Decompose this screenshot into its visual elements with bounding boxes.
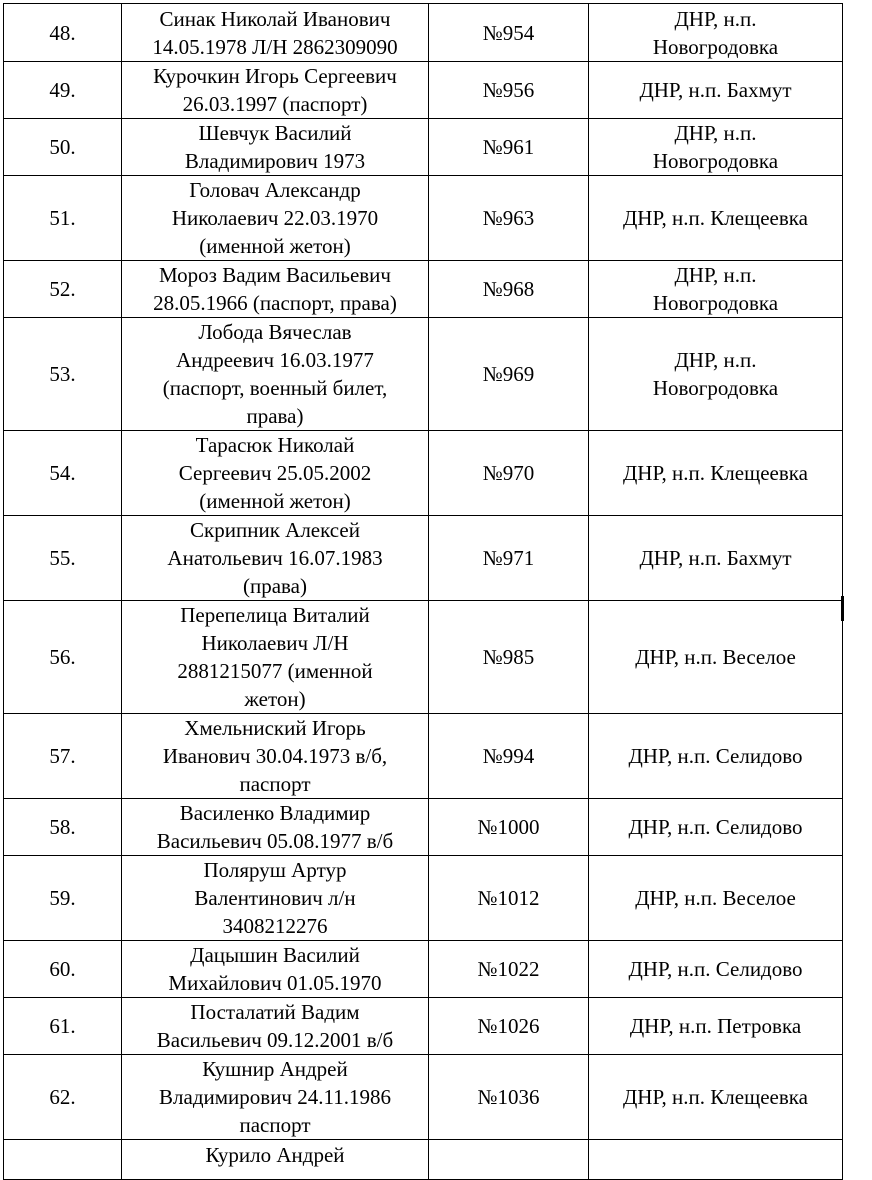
- row-number: 55.: [49, 546, 76, 570]
- records-table-body: [4, 4, 843, 1180]
- record-id: №963: [482, 206, 535, 230]
- row-number: 59.: [49, 886, 76, 910]
- location-cell: [589, 998, 843, 1055]
- row-number: 57.: [49, 744, 76, 768]
- person-line: Мороз Вадим Васильевич: [159, 263, 391, 287]
- record-id: №954: [482, 20, 535, 45]
- row-number-cell: [4, 119, 122, 176]
- record-id: №1026: [477, 1014, 540, 1038]
- record-id: №971: [482, 546, 535, 570]
- location-line: Новогродовка: [652, 149, 779, 173]
- row-number: 56.: [49, 645, 76, 669]
- location-cell: [589, 318, 843, 431]
- record-id-cell: [429, 318, 589, 431]
- table-row: [4, 516, 843, 601]
- row-number-cell: [4, 4, 122, 62]
- person-line: Михайлович 01.05.1970: [168, 971, 382, 995]
- location-line: ДНР, н.п. Селидово: [628, 957, 803, 981]
- table-row: [4, 176, 843, 261]
- record-id-cell: [429, 601, 589, 714]
- person-cell: [122, 176, 429, 261]
- row-number: 58.: [49, 815, 76, 839]
- row-number: 60.: [49, 957, 76, 981]
- row-number: 53.: [49, 362, 76, 386]
- person-line: Сергеевич 25.05.2002: [178, 461, 372, 485]
- person-line: (паспорт, военный билет,: [162, 376, 388, 400]
- record-id: №968: [482, 277, 535, 301]
- location-line: ДНР, н.п. Селидово: [628, 744, 803, 768]
- row-number-cell: [4, 856, 122, 941]
- row-number-cell: [4, 431, 122, 516]
- record-id-cell: [429, 119, 589, 176]
- row-number-cell: [4, 941, 122, 998]
- row-number-cell: [4, 998, 122, 1055]
- row-number-cell: [4, 1055, 122, 1140]
- row-number-cell: [4, 1140, 122, 1180]
- row-number: 48.: [49, 20, 76, 45]
- person-cell: [122, 431, 429, 516]
- record-id: №1036: [477, 1085, 540, 1109]
- record-id: №961: [482, 135, 535, 159]
- row-number-cell: [4, 62, 122, 119]
- record-id-cell: [429, 176, 589, 261]
- person-line: (именной жетон): [199, 234, 351, 258]
- location-line: ДНР, н.п. Клещеевка: [622, 461, 808, 485]
- person-line: Хмельниский Игорь: [184, 716, 366, 740]
- person-line: 26.03.1997 (паспорт): [182, 92, 368, 116]
- location-line: ДНР, н.п. Веселое: [635, 886, 796, 910]
- person-cell: [122, 318, 429, 431]
- person-line: Шевчук Василий: [198, 121, 352, 145]
- person-line: Курочкин Игорь Сергеевич: [153, 64, 397, 88]
- location-cell: [589, 1140, 843, 1180]
- person-line: паспорт: [239, 772, 311, 796]
- person-cell: [122, 1140, 429, 1180]
- row-number-cell: [4, 261, 122, 318]
- record-id-cell: [429, 261, 589, 318]
- person-line: Тарасюк Николай: [195, 433, 355, 457]
- person-line: Курило Андрей: [205, 1143, 345, 1167]
- person-line: жетон): [244, 687, 306, 711]
- record-id: №1012: [477, 886, 540, 910]
- row-number-cell: [4, 176, 122, 261]
- location-line: ДНР, н.п. Клещеевка: [622, 206, 808, 230]
- row-number-cell: [4, 714, 122, 799]
- table-row: [4, 261, 843, 318]
- record-id-cell: [429, 1055, 589, 1140]
- person-line: Васильевич 05.08.1977 в/б: [156, 829, 394, 853]
- person-cell: [122, 516, 429, 601]
- location-cell: [589, 799, 843, 856]
- person-line: 14.05.1978 Л/Н 2862309090: [152, 34, 398, 59]
- table-row: [4, 431, 843, 516]
- person-line: 2881215077 (именной: [177, 659, 373, 683]
- person-line: Кушнир Андрей: [202, 1057, 348, 1081]
- record-id-cell: [429, 941, 589, 998]
- location-line: ДНР, н.п.: [674, 6, 757, 31]
- person-line: Николаевич Л/Н: [201, 631, 349, 655]
- person-cell: [122, 941, 429, 998]
- person-line: Синак Николай Иванович: [159, 6, 391, 31]
- row-number-cell: [4, 799, 122, 856]
- person-line: Васильевич 09.12.2001 в/б: [156, 1028, 394, 1052]
- person-line: Поляруш Артур: [203, 858, 347, 882]
- table-row: [4, 601, 843, 714]
- table-row: [4, 799, 843, 856]
- location-line: ДНР, н.п. Петровка: [629, 1014, 802, 1038]
- person-cell: [122, 62, 429, 119]
- person-cell: [122, 261, 429, 318]
- person-cell: [122, 4, 429, 62]
- person-line: Посталатий Вадим: [190, 1000, 360, 1024]
- row-number-cell: [4, 601, 122, 714]
- location-cell: [589, 601, 843, 714]
- record-id-cell: [429, 1140, 589, 1180]
- table-row: [4, 4, 843, 62]
- record-id-cell: [429, 714, 589, 799]
- person-cell: [122, 1055, 429, 1140]
- location-line: ДНР, н.п. Клещеевка: [622, 1085, 808, 1109]
- person-line: Лобода Вячеслав: [198, 320, 352, 344]
- person-line: Василенко Владимир: [179, 801, 371, 825]
- person-line: права): [246, 404, 304, 428]
- row-number-cell: [4, 318, 122, 431]
- table-row: [4, 998, 843, 1055]
- record-id: №1000: [477, 815, 540, 839]
- table-row: [4, 856, 843, 941]
- record-id-cell: [429, 799, 589, 856]
- row-number: 62.: [49, 1085, 76, 1109]
- table-row: [4, 1140, 843, 1180]
- location-line: Новогродовка: [652, 376, 779, 400]
- person-line: Анатольевич 16.07.1983: [167, 546, 383, 570]
- location-line: ДНР, н.п. Бахмут: [639, 546, 792, 570]
- record-id: №969: [482, 362, 535, 386]
- location-cell: [589, 62, 843, 119]
- person-line: Скрипник Алексей: [190, 518, 360, 542]
- page-edge-mark: [841, 596, 844, 621]
- location-line: ДНР, н.п. Бахмут: [639, 78, 792, 102]
- person-cell: [122, 856, 429, 941]
- person-line: Перепелица Виталий: [180, 603, 370, 627]
- location-line: ДНР, н.п.: [674, 348, 757, 372]
- person-cell: [122, 119, 429, 176]
- row-number: 54.: [49, 461, 76, 485]
- person-line: Дацышин Василий: [190, 943, 360, 967]
- person-line: Андреевич 16.03.1977: [176, 348, 374, 372]
- record-id: №970: [482, 461, 535, 485]
- person-line: паспорт: [239, 1113, 311, 1137]
- table-row: [4, 941, 843, 998]
- person-line: 28.05.1966 (паспорт, права): [153, 291, 397, 315]
- location-line: ДНР, н.п.: [674, 263, 757, 287]
- location-line: ДНР, н.п.: [674, 121, 757, 145]
- location-cell: [589, 856, 843, 941]
- row-number: 50.: [49, 135, 76, 159]
- table-row: [4, 119, 843, 176]
- person-line: (именной жетон): [199, 489, 351, 513]
- person-line: Головач Александр: [189, 178, 361, 202]
- record-id-cell: [429, 998, 589, 1055]
- table-row: [4, 714, 843, 799]
- person-cell: [122, 998, 429, 1055]
- location-cell: [589, 4, 843, 62]
- person-line: Владимирович 24.11.1986: [159, 1085, 391, 1109]
- row-number: 51.: [49, 206, 76, 230]
- record-id: №956: [482, 78, 535, 102]
- person-line: Владимирович 1973: [184, 149, 366, 173]
- record-id: №985: [482, 645, 535, 669]
- location-cell: [589, 431, 843, 516]
- location-cell: [589, 714, 843, 799]
- row-number: 61.: [49, 1014, 76, 1038]
- location-cell: [589, 941, 843, 998]
- table-row: [4, 318, 843, 431]
- location-cell: [589, 1055, 843, 1140]
- person-line: (права): [242, 574, 307, 598]
- location-cell: [589, 176, 843, 261]
- row-number-cell: [4, 516, 122, 601]
- record-id-cell: [429, 62, 589, 119]
- location-cell: [589, 261, 843, 318]
- person-cell: [122, 601, 429, 714]
- row-number: 52.: [49, 277, 76, 301]
- record-id: №1022: [477, 957, 540, 981]
- records-table: [3, 3, 843, 1180]
- record-id: №994: [482, 744, 535, 768]
- location-line: ДНР, н.п. Селидово: [628, 815, 803, 839]
- location-cell: [589, 119, 843, 176]
- location-line: Новогродовка: [652, 34, 779, 59]
- record-id-cell: [429, 4, 589, 62]
- person-line: Валентинович л/н: [194, 886, 356, 910]
- record-id-cell: [429, 431, 589, 516]
- person-line: Иванович 30.04.1973 в/б,: [162, 744, 388, 768]
- person-cell: [122, 799, 429, 856]
- person-line: Николаевич 22.03.1970: [171, 206, 379, 230]
- person-cell: [122, 714, 429, 799]
- location-line: Новогродовка: [652, 291, 779, 315]
- record-id-cell: [429, 516, 589, 601]
- location-line: ДНР, н.п. Веселое: [635, 645, 796, 669]
- row-number: 49.: [49, 78, 76, 102]
- record-id-cell: [429, 856, 589, 941]
- table-row: [4, 62, 843, 119]
- person-line: 3408212276: [222, 914, 328, 938]
- table-row: [4, 1055, 843, 1140]
- location-cell: [589, 516, 843, 601]
